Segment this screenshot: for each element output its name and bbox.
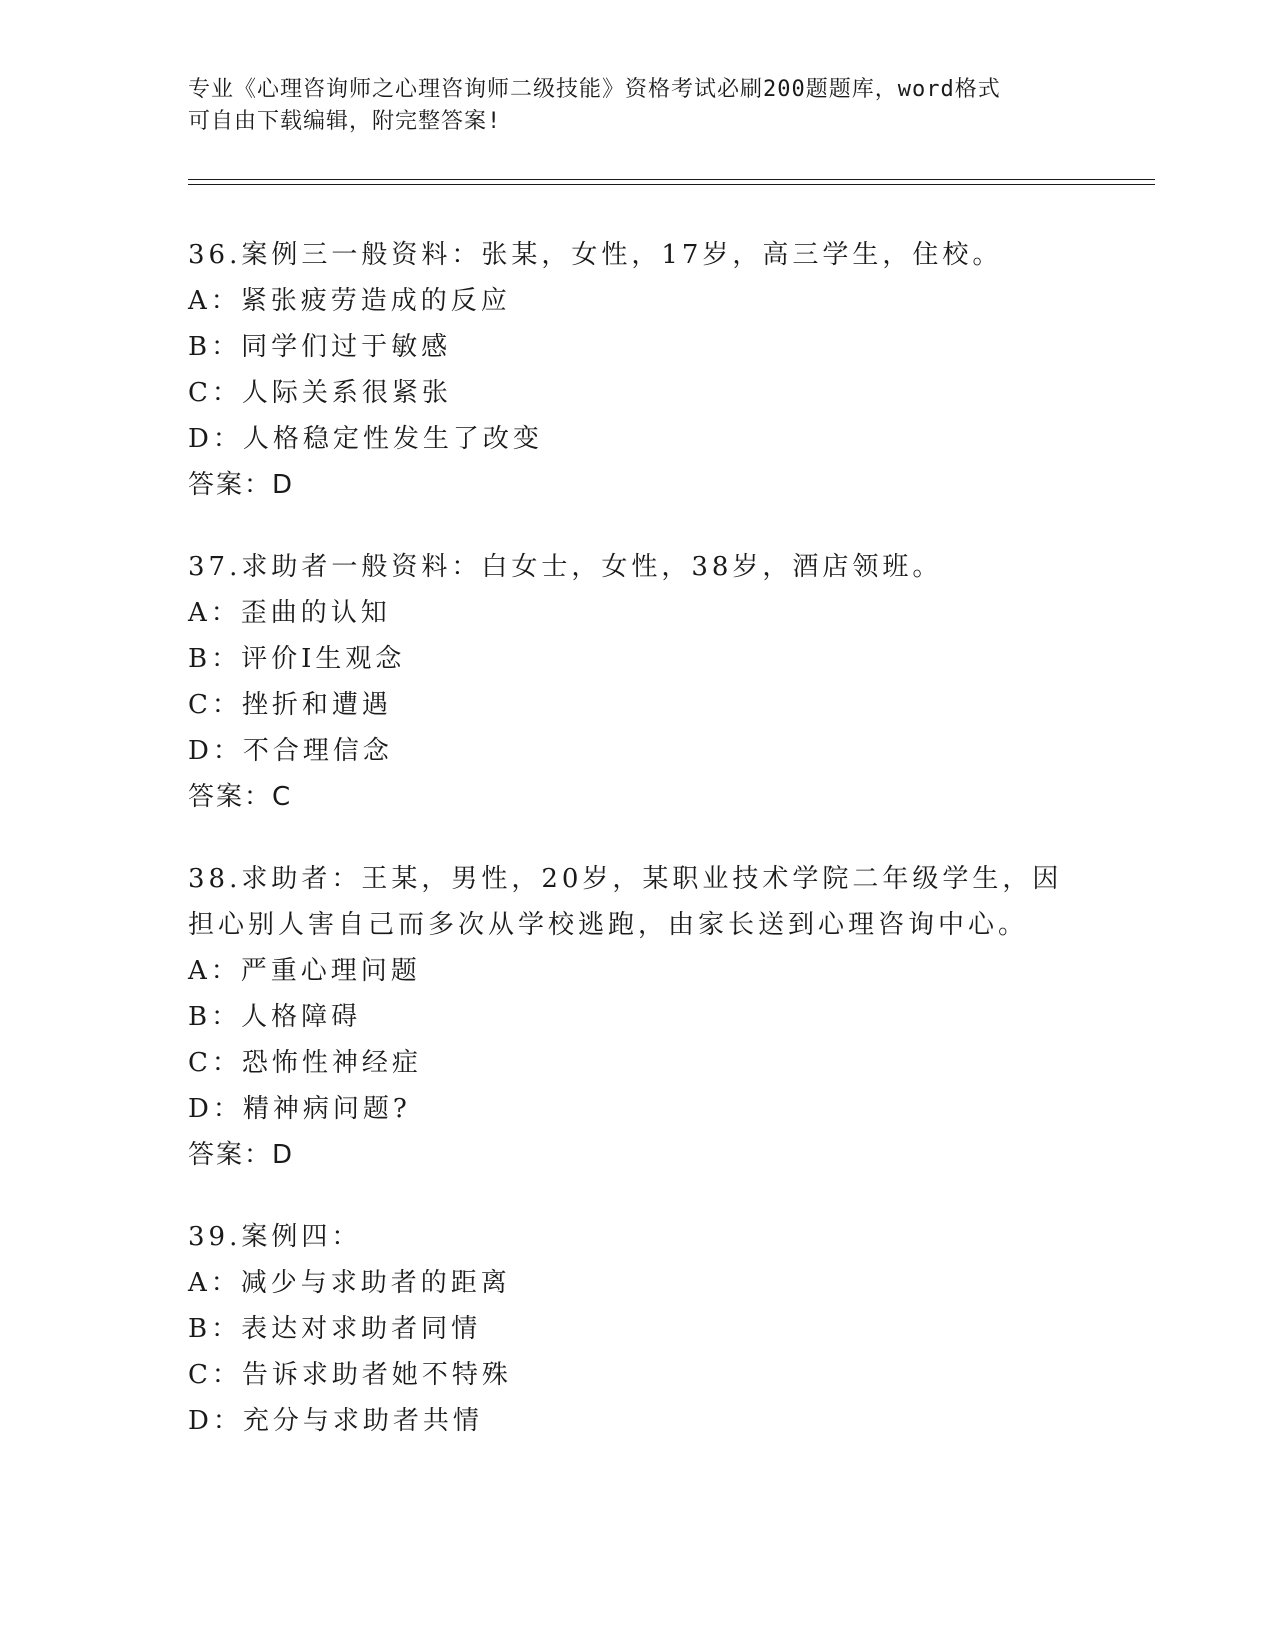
question-stem: 39.案例四： [188,1222,362,1252]
header-line-1: 专业《心理咨询师之心理咨询师二级技能》资格考试必刷200题题库，word格式 [188,77,1001,102]
option-d: D：精神病问题? [188,1094,411,1124]
answer-label: 答案：D [188,470,295,500]
option-c: C：人际关系很紧张 [188,378,452,408]
option-b: B：评价I生观念 [188,644,406,674]
question-36 [188,232,1088,508]
option-b: B：同学们过于敏感 [188,332,452,362]
question-stem: 37.求助者一般资料：白女士，女性，38岁，酒店领班。 [188,552,943,582]
question-stem: 36.案例三一般资料：张某，女性，17岁，高三学生，住校。 [188,240,1003,270]
option-d: D：人格稳定性发生了改变 [188,424,543,454]
option-a: A：减少与求助者的距离 [188,1268,511,1298]
question-39 [188,1214,1088,1444]
option-a: A：严重心理问题 [188,956,421,986]
option-a: A：紧张疲劳造成的反应 [188,286,511,316]
option-b: B：表达对求助者同情 [188,1314,482,1344]
question-38 [188,856,1088,1178]
question-stem: 38.求助者：王某，男性，20岁，某职业技术学院二年级学生，因担心别人害自己而多次从学校逃跑，由家长送到心理咨询中心。 [188,864,1063,940]
question-37 [188,544,1088,820]
answer-label: 答案：C [188,782,293,812]
option-c: C：告诉求助者她不特殊 [188,1360,512,1390]
option-d: D：充分与求助者共情 [188,1406,483,1436]
option-d: D：不合理信念 [188,736,393,766]
option-c: C：挫折和遭遇 [188,690,392,720]
option-b: B：人格障碍 [188,1002,362,1032]
answer-label: 答案：D [188,1140,295,1170]
question-list [188,232,1088,1480]
document-header [188,74,1088,138]
header-line-2: 可自由下载编辑，附完整答案! [188,109,502,134]
option-c: C：恐怖性神经症 [188,1048,422,1078]
header-divider-top [188,179,1155,180]
header-divider-bottom [188,184,1155,185]
option-a: A：歪曲的认知 [188,598,391,628]
